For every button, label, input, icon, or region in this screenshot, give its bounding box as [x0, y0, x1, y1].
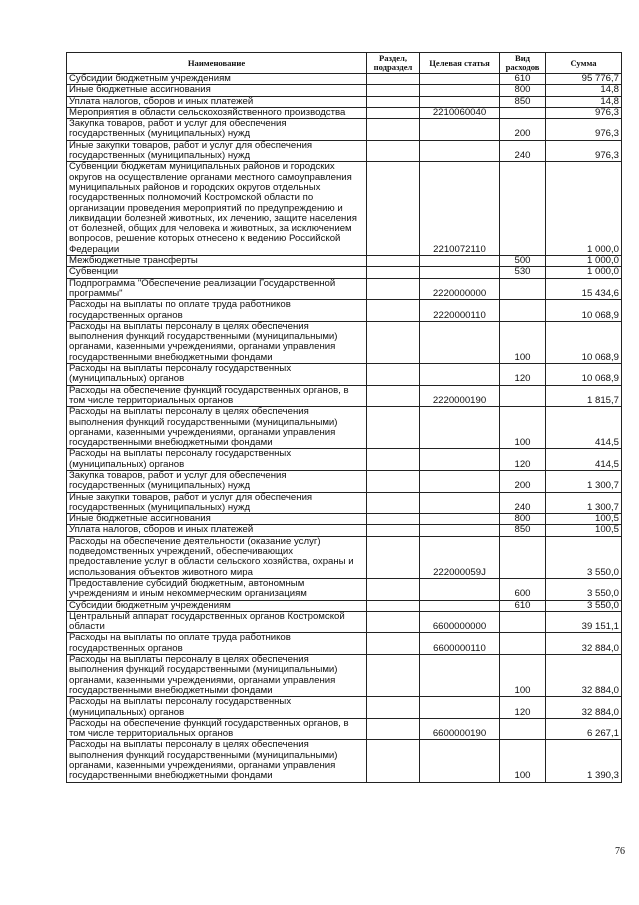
cell-name: Закупка товаров, работ и услуг для обеспечения государственных (муниципальных) нужд [67, 119, 367, 141]
table-row [67, 525, 622, 536]
cell-sum: 3 550,0 [546, 578, 622, 600]
cell-section [367, 578, 420, 600]
cell-section [367, 655, 420, 697]
table-body [67, 74, 622, 783]
cell-target: 2210060040 [420, 107, 500, 118]
cell-kind [500, 385, 546, 407]
cell-section [367, 718, 420, 740]
cell-kind: 200 [500, 119, 546, 141]
header-name: Наименование [67, 53, 367, 74]
cell-kind: 850 [500, 525, 546, 536]
cell-section [367, 525, 420, 536]
cell-target [420, 364, 500, 386]
table-row [67, 600, 622, 611]
cell-name: Расходы на выплаты персоналу в целях обеспечения выполнения функций государственными (муниципальными) органами, казенными учреждениями, органами управления государственными внебюджетными фондами [67, 655, 367, 697]
cell-section [367, 492, 420, 514]
cell-section [367, 321, 420, 363]
cell-kind: 530 [500, 267, 546, 278]
cell-name: Иные бюджетные ассигнования [67, 85, 367, 96]
cell-target [420, 140, 500, 162]
cell-sum: 15 434,6 [546, 278, 622, 300]
cell-target: 6600000190 [420, 718, 500, 740]
cell-kind [500, 278, 546, 300]
cell-name: Уплата налогов, сборов и иных платежей [67, 525, 367, 536]
cell-section [367, 633, 420, 655]
cell-section [367, 96, 420, 107]
cell-section [367, 514, 420, 525]
cell-kind [500, 718, 546, 740]
cell-name: Иные закупки товаров, работ и услуг для обеспечения государственных (муниципальных) нужд [67, 140, 367, 162]
table-row [67, 119, 622, 141]
cell-kind: 120 [500, 449, 546, 471]
cell-sum: 1 000,0 [546, 162, 622, 256]
cell-section [367, 600, 420, 611]
cell-kind: 240 [500, 140, 546, 162]
cell-sum: 976,3 [546, 140, 622, 162]
cell-name: Расходы на обеспечение функций государственных органов, в том числе территориальных органов [67, 385, 367, 407]
cell-kind: 240 [500, 492, 546, 514]
cell-sum: 10 068,9 [546, 300, 622, 322]
cell-name: Расходы на выплаты персоналу в целях обеспечения выполнения функций государственными (муниципальными) органами, казенными учреждениями, органами управления государственными внебюджетными фондами [67, 321, 367, 363]
cell-kind: 100 [500, 321, 546, 363]
cell-section [367, 536, 420, 578]
header-kind: Вид расходов [500, 53, 546, 74]
cell-target: 222000059J [420, 536, 500, 578]
cell-sum: 100,5 [546, 514, 622, 525]
table-row [67, 611, 622, 633]
cell-target [420, 578, 500, 600]
table-row [67, 74, 622, 85]
cell-section [367, 385, 420, 407]
cell-target [420, 449, 500, 471]
table-row [67, 470, 622, 492]
cell-section [367, 364, 420, 386]
header-section: Раздел, подраздел [367, 53, 420, 74]
table-row [67, 107, 622, 118]
table-row [67, 697, 622, 719]
cell-target [420, 697, 500, 719]
cell-name: Уплата налогов, сборов и иных платежей [67, 96, 367, 107]
cell-section [367, 119, 420, 141]
table-row [67, 633, 622, 655]
cell-kind: 800 [500, 514, 546, 525]
table-row [67, 96, 622, 107]
table-row [67, 85, 622, 96]
cell-name: Закупка товаров, работ и услуг для обеспечения государственных (муниципальных) нужд [67, 470, 367, 492]
cell-target [420, 74, 500, 85]
cell-kind [500, 611, 546, 633]
cell-sum: 414,5 [546, 407, 622, 449]
table-row [67, 162, 622, 256]
cell-name: Расходы на выплаты персоналу государственных (муниципальных) органов [67, 364, 367, 386]
cell-sum: 1 390,3 [546, 740, 622, 782]
cell-name: Предоставление субсидий бюджетным, автономным учреждениям и иным некоммерческим организациям [67, 578, 367, 600]
cell-name: Расходы на обеспечение деятельности (оказание услуг) подведомственных учреждений, обеспечивающих предоставление услуг в области сельского хозяйства, охраны и использования объектов животного мира [67, 536, 367, 578]
cell-sum: 1 000,0 [546, 267, 622, 278]
cell-name: Субвенции [67, 267, 367, 278]
cell-name: Межбюджетные трансферты [67, 256, 367, 267]
cell-target [420, 655, 500, 697]
cell-section [367, 697, 420, 719]
cell-section [367, 449, 420, 471]
cell-name: Центральный аппарат государственных органов Костромской области [67, 611, 367, 633]
cell-kind [500, 300, 546, 322]
table-row [67, 140, 622, 162]
cell-sum: 1 815,7 [546, 385, 622, 407]
cell-sum: 10 068,9 [546, 364, 622, 386]
table-row [67, 740, 622, 782]
cell-target: 6600000110 [420, 633, 500, 655]
table-row [67, 385, 622, 407]
cell-sum: 1 000,0 [546, 256, 622, 267]
table-row [67, 267, 622, 278]
cell-sum: 976,3 [546, 119, 622, 141]
table-row [67, 536, 622, 578]
cell-sum: 976,3 [546, 107, 622, 118]
cell-name: Расходы на выплаты персоналу в целях обеспечения выполнения функций государственными (муниципальными) органами, казенными учреждениями, органами управления государственными внебюджетными фондами [67, 407, 367, 449]
cell-kind: 120 [500, 697, 546, 719]
table-row [67, 278, 622, 300]
cell-kind: 600 [500, 578, 546, 600]
cell-name: Иные бюджетные ассигнования [67, 514, 367, 525]
table-row [67, 449, 622, 471]
cell-kind: 500 [500, 256, 546, 267]
cell-section [367, 611, 420, 633]
cell-kind [500, 162, 546, 256]
cell-target [420, 492, 500, 514]
cell-target [420, 321, 500, 363]
budget-table [66, 52, 622, 783]
cell-kind: 610 [500, 74, 546, 85]
cell-sum: 10 068,9 [546, 321, 622, 363]
cell-name: Мероприятия в области сельскохозяйственного производства [67, 107, 367, 118]
table-row [67, 492, 622, 514]
cell-name: Расходы на выплаты персоналу государственных (муниципальных) органов [67, 449, 367, 471]
cell-sum: 32 884,0 [546, 633, 622, 655]
cell-kind: 100 [500, 740, 546, 782]
page-number: 76 [615, 846, 625, 857]
cell-sum: 95 776,7 [546, 74, 622, 85]
table-row [67, 300, 622, 322]
cell-name: Расходы на обеспечение функций государственных органов, в том числе территориальных органов [67, 718, 367, 740]
cell-name: Расходы на выплаты персоналу государственных (муниципальных) органов [67, 697, 367, 719]
cell-name: Иные закупки товаров, работ и услуг для обеспечения государственных (муниципальных) нужд [67, 492, 367, 514]
cell-kind: 850 [500, 96, 546, 107]
cell-target [420, 514, 500, 525]
cell-kind [500, 633, 546, 655]
cell-target: 2220000190 [420, 385, 500, 407]
cell-target [420, 525, 500, 536]
table-row [67, 256, 622, 267]
cell-target [420, 119, 500, 141]
cell-name: Субсидии бюджетным учреждениям [67, 74, 367, 85]
cell-target [420, 85, 500, 96]
cell-name: Расходы на выплаты персоналу в целях обеспечения выполнения функций государственными (муниципальными) органами, казенными учреждениями, органами управления государственными внебюджетными фондами [67, 740, 367, 782]
cell-target [420, 740, 500, 782]
cell-target [420, 407, 500, 449]
cell-sum: 32 884,0 [546, 655, 622, 697]
document-page [66, 52, 621, 783]
cell-section [367, 85, 420, 96]
cell-kind [500, 536, 546, 578]
cell-kind: 610 [500, 600, 546, 611]
cell-kind: 100 [500, 655, 546, 697]
cell-target [420, 267, 500, 278]
cell-sum: 32 884,0 [546, 697, 622, 719]
cell-target [420, 96, 500, 107]
cell-section [367, 278, 420, 300]
cell-sum: 414,5 [546, 449, 622, 471]
cell-sum: 6 267,1 [546, 718, 622, 740]
cell-sum: 100,5 [546, 525, 622, 536]
cell-target [420, 256, 500, 267]
cell-sum: 3 550,0 [546, 536, 622, 578]
table-row [67, 718, 622, 740]
cell-section [367, 267, 420, 278]
table-row [67, 514, 622, 525]
header-sum: Сумма [546, 53, 622, 74]
table-row [67, 578, 622, 600]
cell-sum: 39 151,1 [546, 611, 622, 633]
cell-kind: 120 [500, 364, 546, 386]
cell-target: 2220000000 [420, 278, 500, 300]
cell-name: Субвенции бюджетам муниципальных районов и городских округов на осуществление органами местного самоуправления муниципальных районов и городских округов отдельных государственных полномочий Костромской области по организации проведения мероприятий по предупреждению и ликвидации болезней животных, их лечению, защите населения от болезней, общих для человека и животных, за исключением вопросов, решение которых отнесено к ведению Российской Федерации [67, 162, 367, 256]
cell-sum: 3 550,0 [546, 600, 622, 611]
table-row [67, 321, 622, 363]
cell-section [367, 140, 420, 162]
cell-section [367, 740, 420, 782]
cell-section [367, 407, 420, 449]
cell-kind: 800 [500, 85, 546, 96]
cell-section [367, 470, 420, 492]
table-row [67, 407, 622, 449]
cell-target [420, 470, 500, 492]
cell-name: Расходы на выплаты по оплате труда работников государственных органов [67, 633, 367, 655]
cell-sum: 1 300,7 [546, 492, 622, 514]
cell-target: 2220000110 [420, 300, 500, 322]
cell-kind [500, 107, 546, 118]
cell-name: Субсидии бюджетным учреждениям [67, 600, 367, 611]
cell-name: Подпрограмма "Обеспечение реализации Государственной программы" [67, 278, 367, 300]
table-header-row [67, 53, 622, 74]
cell-section [367, 74, 420, 85]
cell-target: 2210072110 [420, 162, 500, 256]
cell-sum: 14,8 [546, 85, 622, 96]
cell-section [367, 162, 420, 256]
cell-name: Расходы на выплаты по оплате труда работников государственных органов [67, 300, 367, 322]
header-target: Целевая статья [420, 53, 500, 74]
cell-section [367, 256, 420, 267]
cell-target: 6600000000 [420, 611, 500, 633]
cell-target [420, 600, 500, 611]
cell-sum: 1 300,7 [546, 470, 622, 492]
cell-kind: 200 [500, 470, 546, 492]
table-row [67, 364, 622, 386]
table-row [67, 655, 622, 697]
cell-section [367, 300, 420, 322]
cell-sum: 14,8 [546, 96, 622, 107]
cell-section [367, 107, 420, 118]
cell-kind: 100 [500, 407, 546, 449]
